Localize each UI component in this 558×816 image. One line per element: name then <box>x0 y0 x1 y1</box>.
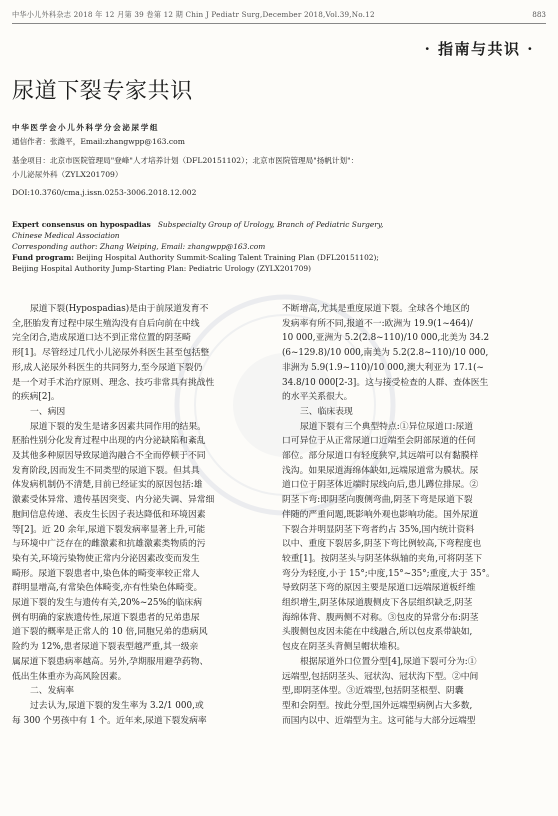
body-text-line: 弯分为轻度,小于 15°;中度,15°~35°;重度,大于 35°。 <box>282 568 495 579</box>
body-text-line: 根据尿道外口位置分型[4],尿道下裂可分为:① <box>300 656 477 667</box>
body-text-line: 34.8/10 000[2-3]。这与接受检查的人群、查体医生 <box>282 377 489 388</box>
body-text-line: 的疾病[2]。 <box>12 392 60 403</box>
body-text-line: 尿道下裂的发生与遗传有关,20%~25%的临床病 <box>12 598 203 609</box>
body-text-line: 激素受体异常、遗传基因突变、内分泌失调、异常细 <box>12 495 215 506</box>
body-text-line: 口可异位于从正常尿道口近端至会阴部尿道的任何 <box>282 436 476 447</box>
body-text-line: 远端型,包括阴茎头、冠状沟、冠状沟下型。②中间 <box>282 671 479 682</box>
body-text-line: 一、病因 <box>30 406 66 417</box>
english-abstract <box>12 219 546 274</box>
body-text-line: 组织增生,阴茎体尿道腹侧皮下各层组织缺乏,阴茎 <box>282 598 473 609</box>
body-text-line: 胞间信息传递、表皮生长因子表达降低和环境因素 <box>12 509 206 520</box>
body-text-line: 尿道下裂(Hypospadias)是由于前尿道发育不 <box>30 304 209 314</box>
body-text-line: 道口位于阴茎体近端时尿线向后,患儿蹲位排尿。② <box>282 480 479 491</box>
body-text-line: 属尿道下裂患病率越高。另外,孕期服用避孕药物、 <box>12 656 209 667</box>
body-text-line: 型和会阴型。按此分型,国外远端型病例占大多数, <box>282 700 473 711</box>
body-text-line: 伴随的严重问题,既影响外观也影响功能。国外尿道 <box>282 509 479 520</box>
body-text-line: 群明显增高,有常染色体畸变,亦有性染色体畸变。 <box>12 583 203 594</box>
english-title: Expert consensus on hypospadias <box>12 220 151 229</box>
english-authors-cont: Chinese Medical Association <box>12 231 120 240</box>
english-correspondence: Corresponding author: Zhang Weiping, Email: zhangwpp@163.com <box>12 242 266 251</box>
body-text-line: 及其他多种原因导致尿道沟融合不全而停顿于不同 <box>12 451 206 462</box>
body-left-column <box>12 302 276 728</box>
body-text-line: 非洲为 5.9(1.9~110)/10 000,澳大利亚为 17.1(~ <box>282 362 484 373</box>
body-text-line: 三、临床表现 <box>300 406 353 417</box>
body-text-line: 畸形。尿道下裂患者中,染色体的畸变率较正常人 <box>12 568 200 579</box>
journal-citation: 中华小儿外科杂志 2018 年 12 月第 39 卷第 12 期 Chin J Pediatr Surg,December 2018,Vol.39,No.12 <box>12 10 375 19</box>
body-text-line: 10 000,亚洲为 5.2(2.8~110)/10 000,北美为 34.2 <box>282 333 490 344</box>
body-text-line: 过去认为,尿道下裂的发生率为 3.2/1 000,或 <box>30 700 204 711</box>
correspondence: 通信作者：张潍平，Email:zhangwpp@163.com <box>12 137 185 146</box>
body-text-line: (6~129.8)/10 000,南美为 5.2(2.8~110)/10 000, <box>282 348 489 359</box>
authors: 中华医学会小儿外科学分会泌尿学组 <box>12 123 160 132</box>
running-header <box>12 8 546 22</box>
body-text-line: 染有关,环境污染物使正常内分泌因素改变而发生 <box>12 553 200 564</box>
english-fund-line <box>12 252 546 263</box>
body-text-line: 型,即阴茎体型。③近端型,包括阴茎根型、阴囊 <box>282 686 464 697</box>
section-label: · 指南与共识 · <box>424 40 534 58</box>
page-number: 883 <box>532 10 546 19</box>
english-fund-label: Fund program: <box>12 253 74 262</box>
body-text-line: 例有明确的家族遗传性,尿道下裂患者的兄弟患尿 <box>12 612 200 623</box>
body-text-line: 形[1]。尽管经过几代小儿泌尿外科医生甚至包括整 <box>12 348 210 359</box>
body-text-line: 等[2]。近 20 余年,尿道下裂发病率显著上升,可能 <box>12 524 206 535</box>
body-text-line: 下裂合并明显阴茎下弯者约占 35%,国内统计资料 <box>282 524 475 535</box>
body-text-line: 部位。部分尿道口有轻度狭窄,其远端可以有黏膜样 <box>282 451 479 462</box>
body-text-line: 尿道下裂有三个典型特点:①异位尿道口:尿道 <box>300 421 474 432</box>
body-text-line: 以中、重度下裂居多,阴茎下弯比例较高,下弯程度也 <box>282 539 482 550</box>
body-text-line: 导致阴茎下弯的原因主要是尿道口远端尿道板纤维 <box>282 583 476 594</box>
body-text-line: 险约为 12%,患者尿道下裂表型越严重,其一级亲 <box>12 642 199 653</box>
body-text-line: 浅沟。如果尿道海绵体缺如,远端尿道常为膜状。尿 <box>282 465 479 476</box>
body-text-line: 是一个对手术治疗原则、理念、技巧非常具有挑战性 <box>12 377 215 388</box>
body-text-line: 尿道下裂的发生是诸多因素共同作用的结果。 <box>30 421 206 432</box>
english-fund-1: Beijing Hospital Authority Summit-Scaling Talent Training Plan (DFL20151102); <box>76 253 379 262</box>
header-rule <box>12 23 546 24</box>
body-text-line: 完全闭合,造成尿道口达不到正常位置的阴茎畸 <box>12 333 191 344</box>
body-text-line: 的水平关系很大。 <box>282 392 353 403</box>
body-text-line: 二、发病率 <box>30 686 74 697</box>
english-title-line <box>12 219 546 230</box>
body-right-column <box>282 302 546 728</box>
body-text-line: 形,成人泌尿外科医生的共同努力,至今尿道下裂仍 <box>12 362 203 373</box>
body-text-line: 每 300 个男孩中有 1 个。近年来,尿道下裂发病率 <box>12 715 207 726</box>
body-text-line: 低出生体重亦为高风险因素。 <box>12 671 127 682</box>
body-text-line: 较重[1]。按阴茎头与阴茎体纵轴的夹角,可将阴茎下 <box>282 553 482 564</box>
body-text-line: 道下裂的概率是正常人的 10 倍,同胞兄弟的患病风 <box>12 627 208 638</box>
body-text-line: 头腹侧包皮因未能在中线融合,所以包皮系带缺如, <box>282 627 473 638</box>
body-text-line: 发育阶段,因而发生不同类型的尿道下裂。但其具 <box>12 465 200 476</box>
body-text-line: 与环境中广泛存在的雌激素和抗雄激素类物质的污 <box>12 539 206 550</box>
english-fund-2: Beijing Hospital Authority Jump-Starting Plan: Pediatric Urology (ZYLX201709) <box>12 264 311 273</box>
body-text-line: 胚胎性别分化发育过程中出现的内分泌缺陷和紊乱 <box>12 436 206 447</box>
doi: DOI:10.3760/cma.j.issn.0253-3006.2018.12.002 <box>12 188 197 197</box>
funding-line-2: 小儿泌尿外科（ZYLX201709） <box>12 170 123 179</box>
article-title: 尿道下裂专家共识 <box>12 79 193 104</box>
body-text-line: 而国内以中、近端型为主。这可能与大部分远端型 <box>282 715 476 726</box>
body-text-line: 发病率有所不同,报道不一:欧洲为 19.9(1~464)/ <box>282 318 473 329</box>
body-text-line: 海绵体背、腹两侧不对称。③包皮的异常分布:阴茎 <box>282 612 479 623</box>
body-text-line: 体发病机制仍不清楚,目前已经证实的原因包括:雄 <box>12 480 203 491</box>
body-text-line: 包皮在阴茎头背侧呈帽状堆积。 <box>282 642 406 653</box>
body-text-line: 阴茎下弯:即阴茎向腹侧弯曲,阴茎下弯是尿道下裂 <box>282 495 473 506</box>
funding-line-1: 基金项目：北京市医院管理局"登峰"人才培养计划（DFL20151102）；北京市医院管理局"扬帆计划"： <box>12 156 359 165</box>
body-text-line: 全,胚胎发育过程中尿生殖沟没有自后向前在中线 <box>12 318 200 329</box>
english-authors: Subspecialty Group of Urology, Branch of Pediatric Surgery, <box>157 220 384 229</box>
body-text-line: 不断增高,尤其是重度尿道下裂。全球各个地区的 <box>282 304 470 314</box>
